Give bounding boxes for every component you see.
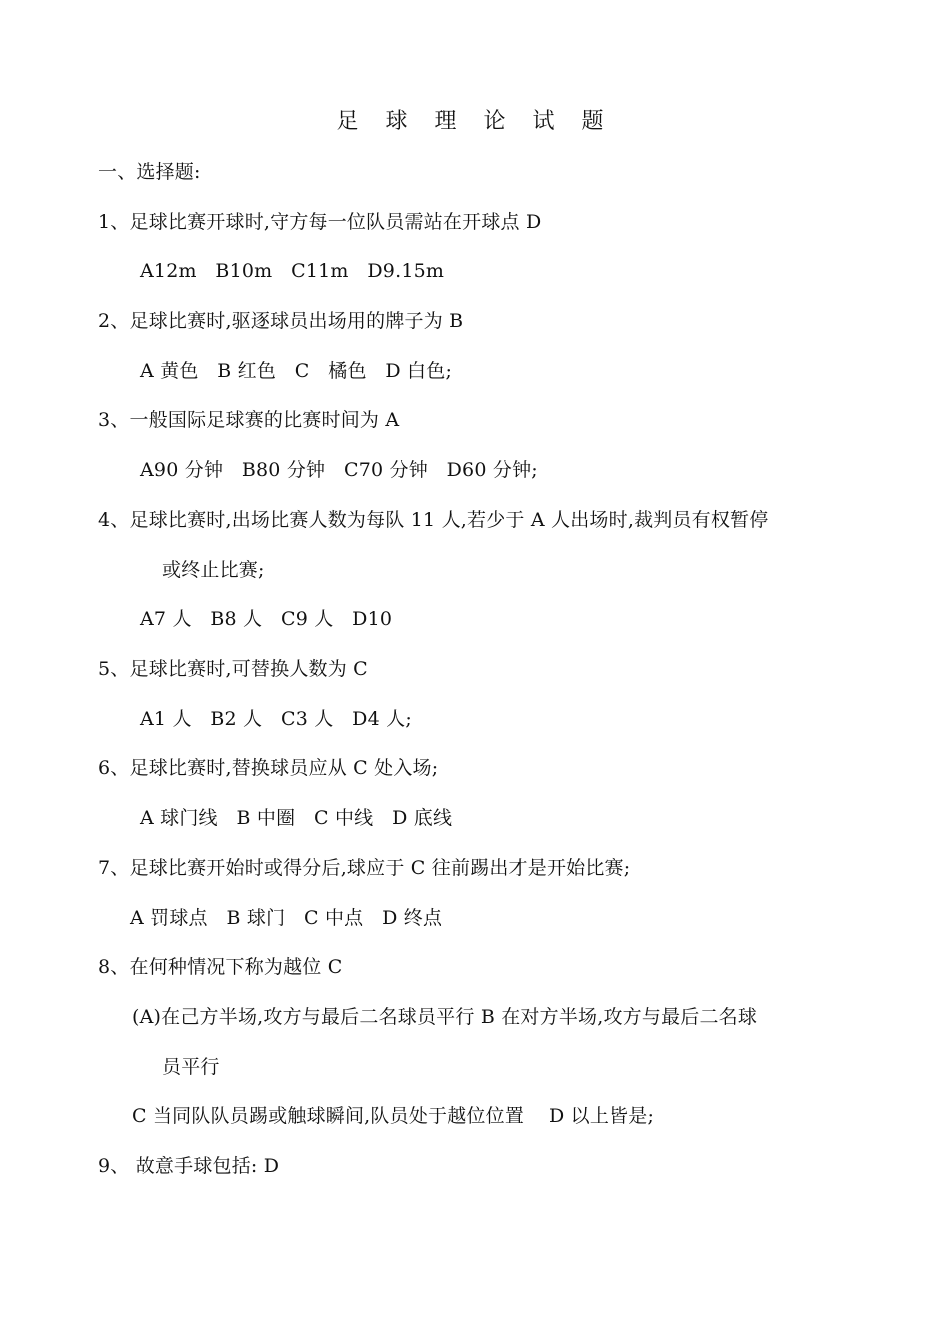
question-3-options: A90 分钟 B80 分钟 C70 分钟 D60 分钟;	[140, 459, 538, 481]
question-4-options: A7 人 B8 人 C9 人 D10	[140, 608, 393, 630]
document-title: 足 球 理 论 试 题	[336, 109, 614, 134]
question-3: 3、一般国际足球赛的比赛时间为 A	[98, 409, 400, 431]
question-9: 9、 故意手球包括: D	[98, 1155, 280, 1177]
question-8: 8、在何种情况下称为越位 C	[98, 956, 343, 978]
question-6-options: A 球门线 B 中圈 C 中线 D 底线	[140, 807, 453, 829]
question-8-option-b-continuation: 员平行	[162, 1056, 220, 1078]
question-6: 6、足球比赛时,替换球员应从 C 处入场;	[98, 757, 439, 779]
question-8-option-c-d: C 当同队队员踢或触球瞬间,队员处于越位位置 D 以上皆是;	[132, 1105, 655, 1127]
question-7: 7、足球比赛开始时或得分后,球应于 C 往前踢出才是开始比赛;	[98, 857, 631, 879]
question-1: 1、足球比赛开球时,守方每一位队员需站在开球点 D	[98, 211, 542, 233]
question-4-continuation: 或终止比赛;	[162, 559, 265, 581]
question-2-options: A 黄色 B 红色 C 橘色 D 白色;	[140, 360, 453, 382]
question-4: 4、足球比赛时,出场比赛人数为每队 11 人,若少于 A 人出场时,裁判员有权暂停	[98, 509, 769, 531]
question-8-option-a-b: (A)在己方半场,攻方与最后二名球员平行 B 在对方半场,攻方与最后二名球	[132, 1006, 758, 1028]
question-5-options: A1 人 B2 人 C3 人 D4 人;	[140, 708, 412, 730]
question-2: 2、足球比赛时,驱逐球员出场用的牌子为 B	[98, 310, 464, 332]
question-5: 5、足球比赛时,可替换人数为 C	[98, 658, 368, 680]
question-7-options: A 罚球点 B 球门 C 中点 D 终点	[130, 907, 443, 929]
section-heading: 一、选择题:	[98, 161, 201, 183]
question-1-options: A12m B10m C11m D9.15m	[140, 260, 445, 282]
